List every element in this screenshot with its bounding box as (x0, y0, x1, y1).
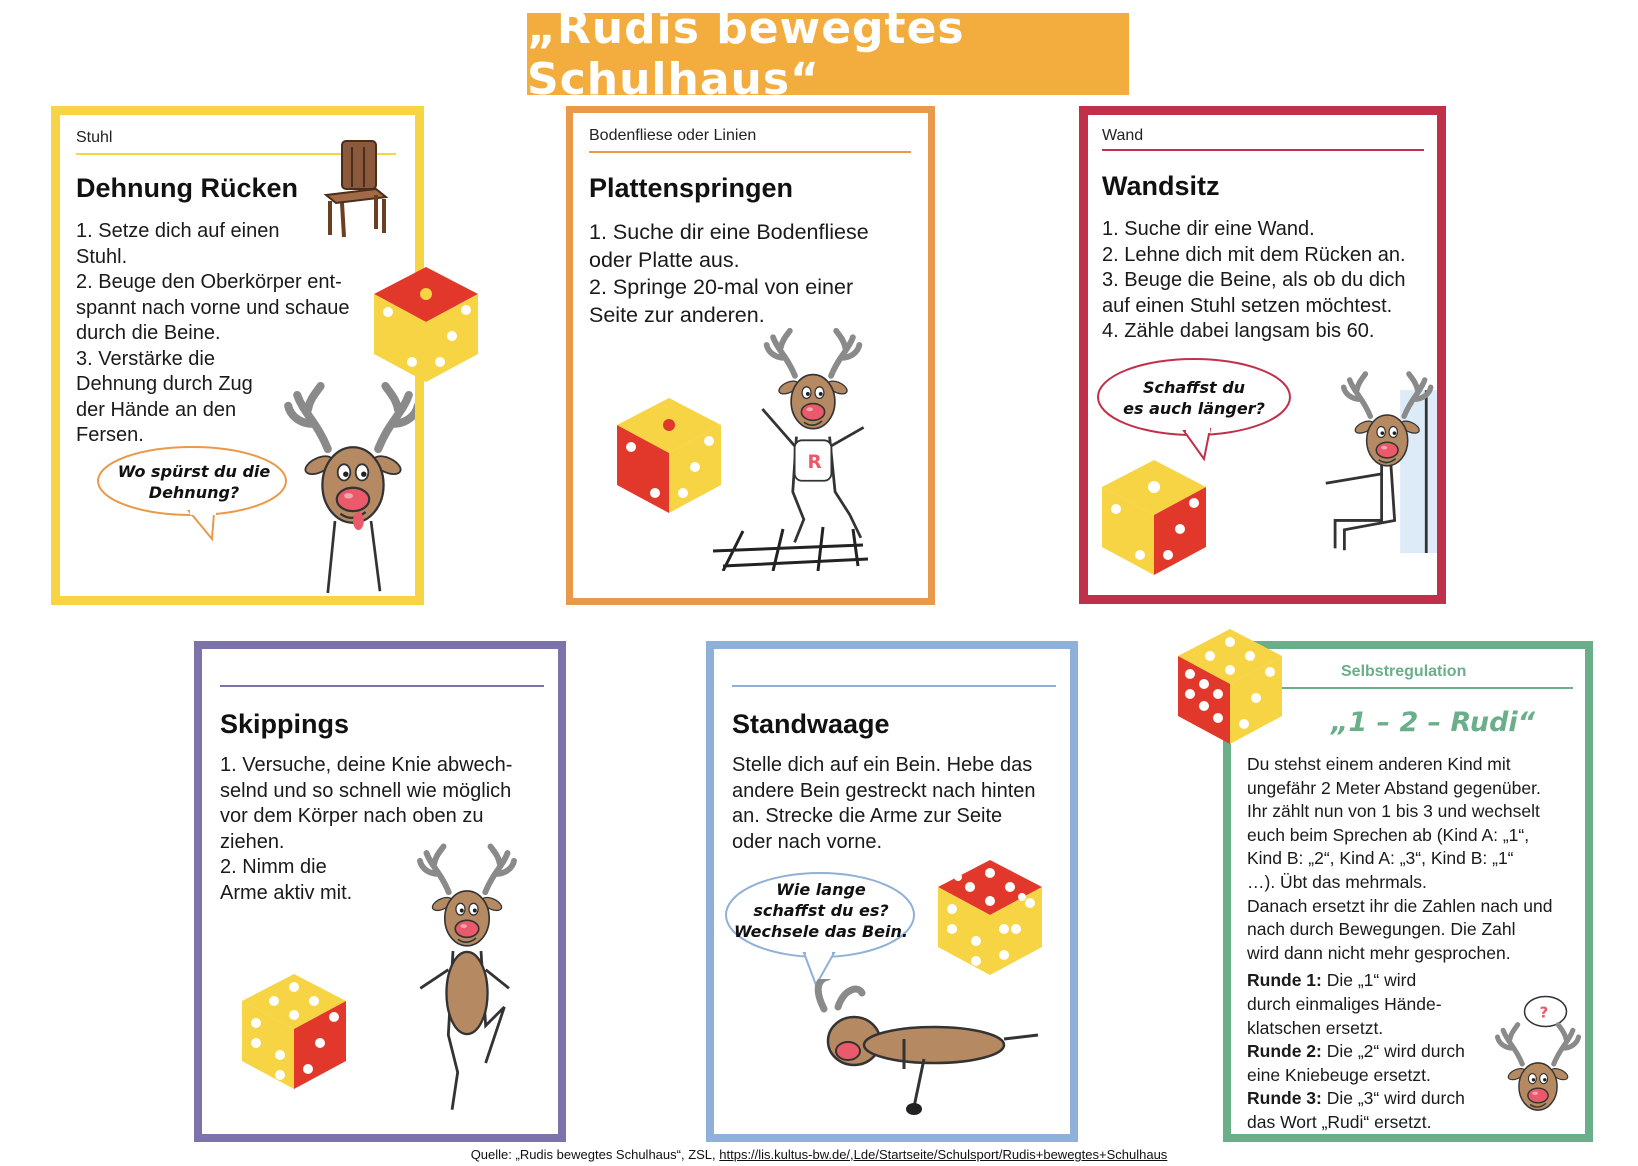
card-standwaage (706, 641, 1078, 1142)
instruction-line: Danach ersetzt ihr die Zahlen nach und (1247, 895, 1553, 916)
instruction-line: Stuhl. (76, 245, 128, 268)
instruction-line: nach durch Bewegungen. Die Zahl (1247, 919, 1516, 940)
category-rule (589, 151, 911, 153)
instruction-line: Stelle dich auf ein Bein. Hebe das (732, 754, 1033, 776)
dice-icon (934, 855, 1046, 979)
instruction-line: oder Platte aus. (589, 247, 740, 272)
instruction-line: Dehnung durch Zug (76, 373, 253, 395)
instruction-line: an. Strecke die Arme zur Seite (732, 805, 1003, 827)
speech-bubble-text: Wie lange schaffst du es? Wechsele das Bein. (734, 880, 908, 941)
instruction-line: 3. Verstärke die (76, 347, 215, 370)
category-rule (732, 685, 1056, 687)
card-category: Stuhl (76, 129, 113, 146)
reindeer-icon (733, 317, 893, 547)
instruction-line: 2. Springe 20-mal von einer (589, 275, 854, 299)
category-rule (1249, 687, 1573, 689)
card-instructions (589, 219, 869, 329)
instruction-line: selnd und so schnell wie möglich (220, 779, 512, 802)
instruction-line: Fersen. (76, 424, 144, 446)
card-title: Standwaage (732, 709, 890, 739)
card-instructions (732, 753, 1036, 855)
instruction-line: der Hände an den (76, 398, 237, 421)
dice-icon (613, 393, 725, 517)
instruction-line: wird dann nicht mehr gesprochen. (1247, 942, 1511, 963)
round-line: durch einmaliges Hände- (1247, 993, 1442, 1014)
instruction-line: andere Bein gestreckt nach hinten (732, 779, 1036, 802)
round-line: eine Kniebeuge ersetzt. (1247, 1064, 1431, 1085)
card-skippings (194, 641, 566, 1142)
instruction-line: 1. Versuche, deine Knie abwech- (220, 754, 513, 776)
banner (527, 3, 1129, 105)
floor-tiles-icon (703, 521, 873, 571)
card-category: Wand (1102, 127, 1144, 144)
instruction-line: 1. Setze dich auf einen (76, 220, 280, 242)
instruction-line: oder nach vorne. (732, 830, 883, 853)
card-wandsitz (1079, 106, 1446, 604)
instruction-line: Seite zur anderen. (589, 302, 765, 327)
instruction-line: ungefähr 2 Meter Abstand gegenüber. (1247, 777, 1541, 798)
card-dehnung-ruecken (51, 106, 424, 605)
instruction-line: 1. Suche dir eine Wand. (1102, 218, 1315, 240)
svg-text:R: R (807, 451, 822, 473)
card-title: Dehnung Rücken (76, 173, 299, 203)
category-rule (1102, 149, 1424, 151)
instruction-line: Du stehst einem anderen Kind mit (1247, 754, 1511, 774)
instruction-line: Kind B: „2“, Kind A: „3“, Kind B: „1“ (1247, 848, 1514, 869)
instruction-line: euch beim Sprechen ab (Kind A: „1“, (1247, 824, 1530, 845)
card-instructions (1102, 217, 1406, 345)
dice-icon (1098, 455, 1210, 579)
source-link[interactable]: https://lis.kultus-bw.de/,Lde/Startseite/Schulsport/Rudis+bewegtes+Schulhaus (719, 1147, 1168, 1162)
page-title: „Rudis bewegtes Schulhaus“ (527, 3, 965, 105)
reindeer-icon (1493, 989, 1583, 1139)
reindeer-icon (804, 979, 1044, 1119)
card-title: „1 – 2 – Rudi“ (1331, 707, 1536, 738)
dice-icon (238, 969, 350, 1093)
dice-icon (1174, 624, 1286, 748)
instruction-line: ziehen. (220, 830, 285, 853)
reindeer-icon (278, 377, 424, 602)
card-title: Skippings (220, 709, 350, 739)
card-plattenspringen (566, 106, 935, 605)
instruction-line: …). Übt das mehrmals. (1247, 871, 1427, 892)
speech-bubble-text: Wo spürst du die Dehnung? (117, 462, 271, 502)
instruction-line: 2. Beuge den Oberkörper ent- (76, 271, 342, 293)
instruction-line: auf einen Stuhl setzen möchtest. (1102, 294, 1393, 317)
round-line: das Wort „Rudi“ ersetzt. (1247, 1111, 1432, 1132)
source-citation (0, 1147, 1638, 1162)
reindeer-icon (392, 839, 542, 1119)
round-line: klatschen ersetzt. (1247, 1017, 1384, 1038)
reindeer-icon (1288, 353, 1438, 553)
round-line: Runde 3: Die „3“ wird durch (1247, 1088, 1465, 1109)
instruction-line: 2. Lehne dich mit dem Rücken an. (1102, 243, 1406, 266)
category-rule (220, 685, 544, 687)
instruction-line: 4. Zähle dabei langsam bis 60. (1102, 320, 1375, 342)
card-title: Plattenspringen (589, 173, 794, 203)
instruction-line: 3. Beuge die Beine, als ob du dich (1102, 269, 1406, 291)
dice-icon (370, 262, 482, 386)
instruction-line: 1. Suche dir eine Bodenfliese (589, 220, 869, 244)
chair-icon (320, 139, 390, 239)
instruction-line: spannt nach vorne und schaue (76, 296, 350, 319)
instruction-line: durch die Beine. (76, 322, 221, 344)
card-category: Selbstregulation (1341, 663, 1467, 680)
instruction-line: Ihr zählt nun von 1 bis 3 und wechselt (1247, 801, 1540, 822)
instruction-line: vor dem Körper nach oben zu (220, 805, 484, 827)
round-line: Runde 2: Die „2“ wird durch (1247, 1041, 1465, 1062)
instruction-line: 2. Nimm die (220, 856, 327, 878)
speech-bubble-text: Schaffst du es auch länger? (1123, 378, 1265, 418)
source-prefix: Quelle: „Rudis bewegtes Schulhaus“, ZSL, (470, 1147, 720, 1162)
svg-text:?: ? (1539, 1003, 1549, 1022)
round-line: Runde 1: Die „1“ wird (1247, 970, 1417, 991)
card-category: Bodenfliese oder Linien (589, 127, 757, 144)
card-title: Wandsitz (1102, 171, 1220, 201)
instruction-line: Arme aktiv mit. (220, 881, 353, 904)
